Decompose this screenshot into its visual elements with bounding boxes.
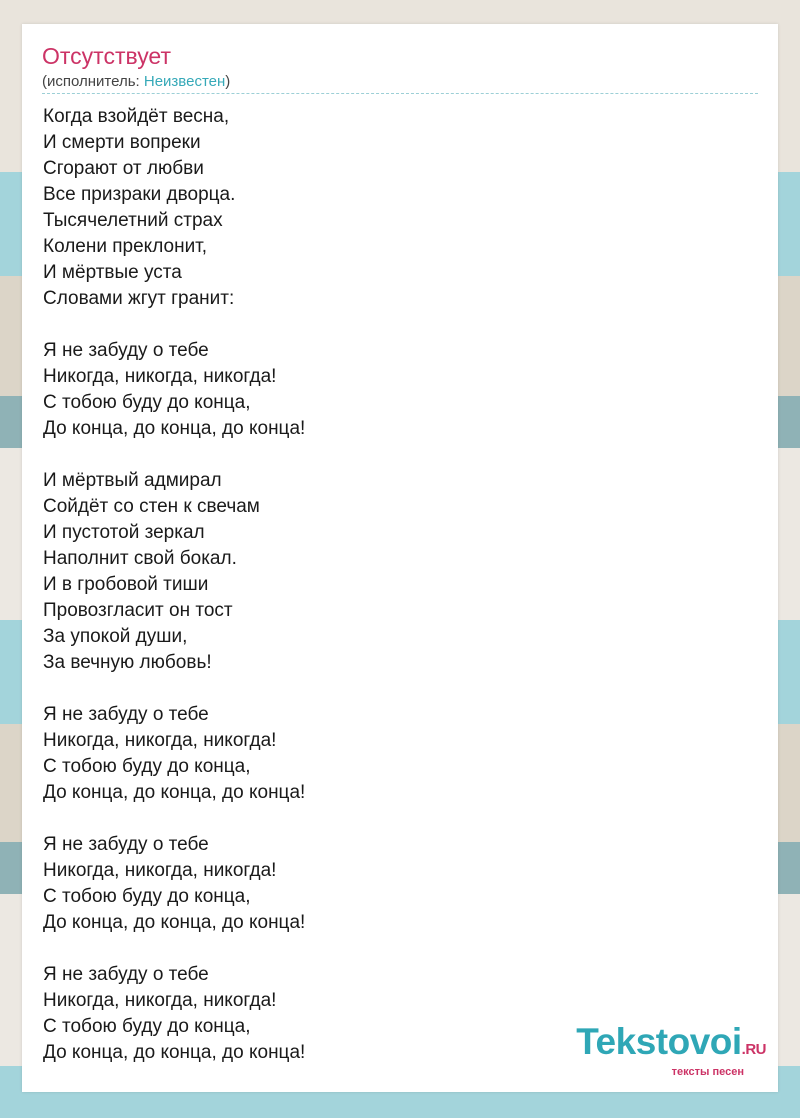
logo-wordmark bbox=[576, 1021, 766, 1068]
lyric-line: Никогда, никогда, никогда! bbox=[43, 730, 277, 751]
lyric-line: До конца, до конца, до конца! bbox=[43, 912, 306, 933]
site-logo[interactable] bbox=[576, 1021, 766, 1078]
lyric-line: Я не забуду о тебе bbox=[43, 834, 209, 855]
lyric-line: Никогда, никогда, никогда! bbox=[43, 990, 277, 1011]
lyric-line: С тобою буду до конца, bbox=[43, 886, 251, 907]
logo-tld: .RU bbox=[741, 1041, 766, 1058]
lyric-line: Когда взойдёт весна, bbox=[43, 106, 230, 127]
stanza-break bbox=[43, 442, 759, 468]
artist-prefix: (исполнитель: bbox=[42, 73, 144, 90]
lyric-line: Сгорают от любви bbox=[43, 158, 204, 179]
artist-line bbox=[42, 72, 758, 92]
lyric-line: Словами жгут гранит: bbox=[43, 288, 235, 309]
lyric-line: Колени преклонит, bbox=[43, 236, 208, 257]
lyrics-sheet bbox=[22, 24, 778, 1092]
lyric-line: Я не забуду о тебе bbox=[43, 964, 209, 985]
lyric-line: За вечную любовь! bbox=[43, 652, 212, 673]
artist-link[interactable]: Неизвестен bbox=[143, 73, 226, 90]
lyric-line: С тобою буду до конца, bbox=[43, 392, 251, 413]
artist-suffix: ) bbox=[225, 73, 231, 90]
stanza-break bbox=[43, 806, 759, 832]
lyric-line: Провозгласит он тост bbox=[43, 600, 233, 621]
lyric-line: За упокой души, bbox=[43, 626, 188, 647]
lyric-line: До конца, до конца, до конца! bbox=[43, 418, 306, 439]
lyric-line: И в гробовой тиши bbox=[43, 574, 209, 595]
lyric-line: И мёртвые уста bbox=[43, 262, 182, 283]
logo-name: Tekstovoi bbox=[576, 1021, 742, 1062]
lyric-line: И мёртвый адмирал bbox=[43, 470, 222, 491]
lyric-line: Сойдёт со стен к свечам bbox=[43, 496, 260, 517]
stanza-break bbox=[43, 936, 759, 962]
song-header bbox=[42, 40, 758, 92]
lyric-line: Я не забуду о тебе bbox=[43, 340, 209, 361]
header-divider bbox=[42, 93, 758, 94]
lyric-line: Я не забуду о тебе bbox=[43, 704, 209, 725]
song-title: Отсутствует bbox=[42, 43, 171, 69]
lyrics-body bbox=[43, 104, 759, 1066]
lyric-line: Все призраки дворца. bbox=[43, 184, 236, 205]
lyric-line: И смерти вопреки bbox=[43, 132, 201, 153]
logo-tagline: тексты песен bbox=[671, 1066, 744, 1078]
lyric-line: До конца, до конца, до конца! bbox=[43, 1042, 306, 1063]
lyric-line: Никогда, никогда, никогда! bbox=[43, 860, 277, 881]
lyric-line: До конца, до конца, до конца! bbox=[43, 782, 306, 803]
lyric-line: И пустотой зеркал bbox=[43, 522, 205, 543]
lyric-line: С тобою буду до конца, bbox=[43, 1016, 251, 1037]
lyric-line: Тысячелетний страх bbox=[43, 210, 223, 231]
stanza-break bbox=[43, 676, 759, 702]
lyric-line: Наполнит свой бокал. bbox=[43, 548, 237, 569]
lyric-line: Никогда, никогда, никогда! bbox=[43, 366, 277, 387]
stanza-break bbox=[43, 312, 759, 338]
lyric-line: С тобою буду до конца, bbox=[43, 756, 251, 777]
